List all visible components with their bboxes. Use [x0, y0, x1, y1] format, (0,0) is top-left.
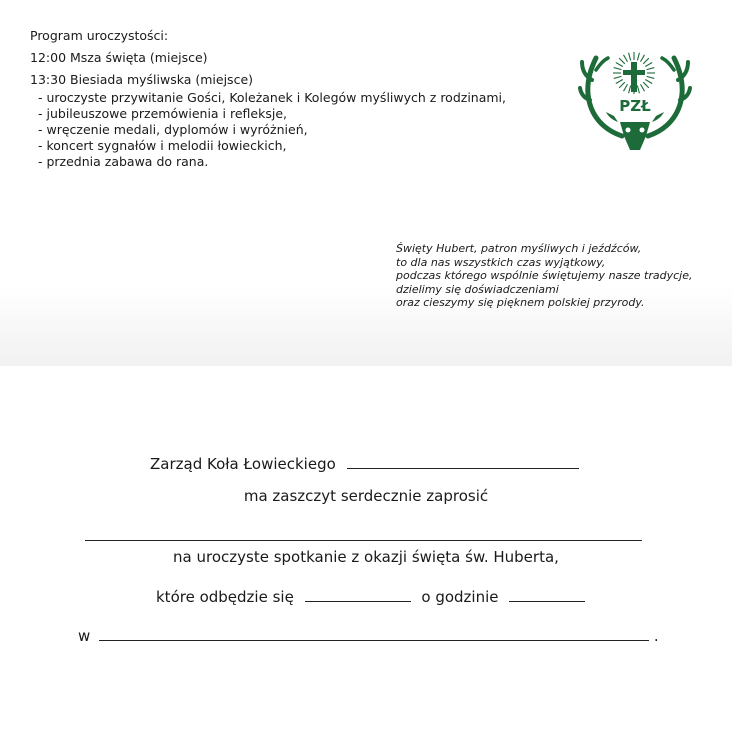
invitation-occasion-row: [0, 548, 732, 566]
invitation-place-row: [78, 627, 659, 645]
quote-line: oraz cieszymy się pięknem polskiej przyrody.: [396, 296, 645, 310]
invitation-invite-text: ma zaszczyt serdecznie zaprosić: [243, 487, 489, 505]
invitation-occasion-text: na uroczyste spotkanie z okazji święta św. Huberta,: [173, 548, 559, 566]
quote-line: Święty Hubert, patron myśliwych i jeźdźców,: [396, 242, 642, 255]
quote-line: dzielimy się doświadczeniami: [396, 282, 559, 296]
program-item: - wręczenie medali, dyplomów i wyróżnień,: [38, 122, 550, 138]
place-blank[interactable]: [99, 627, 649, 641]
date-blank[interactable]: [305, 588, 411, 602]
club-name-blank[interactable]: [347, 455, 579, 469]
program-item: - jubileuszowe przemówienia i refleksje,: [38, 106, 550, 122]
invitation-place-suffix: .: [653, 627, 659, 645]
program-item: - przednia zabawa do rana.: [38, 154, 550, 170]
program-event-feast: 13:30 Biesiada myśliwska (miejsce): [30, 72, 254, 87]
guest-name-blank[interactable]: [85, 540, 642, 541]
invitation-place-prefix: w: [78, 627, 91, 645]
program-item: - uroczyste przywitanie Gości, Koleżanek i Kolegów myśliwych z rodzinami,: [38, 90, 550, 106]
invitation-invite-row: [0, 487, 732, 505]
invitation-time-label: o godzinie: [421, 588, 499, 606]
quote-line: podczas którego wspólnie świętujemy nasze tradycje,: [396, 269, 693, 283]
invitation-club-label: Zarząd Koła Łowieckiego: [150, 455, 336, 473]
time-blank[interactable]: [509, 588, 585, 602]
logo-text: PZŁ: [619, 97, 651, 115]
quote-line: to dla nas wszystkich czas wyjątkowy,: [396, 255, 606, 269]
program-event-mass: 12:00 Msza święta (miejsce): [30, 50, 208, 65]
program-heading: Program uroczystości:: [30, 28, 169, 43]
invitation-club-row: [150, 455, 579, 473]
invitation-date-label: które odbędzie się: [156, 588, 294, 606]
program-item: - koncert sygnałów i melodii łowieckich,: [38, 138, 550, 154]
invitation-date-row: [156, 588, 585, 606]
